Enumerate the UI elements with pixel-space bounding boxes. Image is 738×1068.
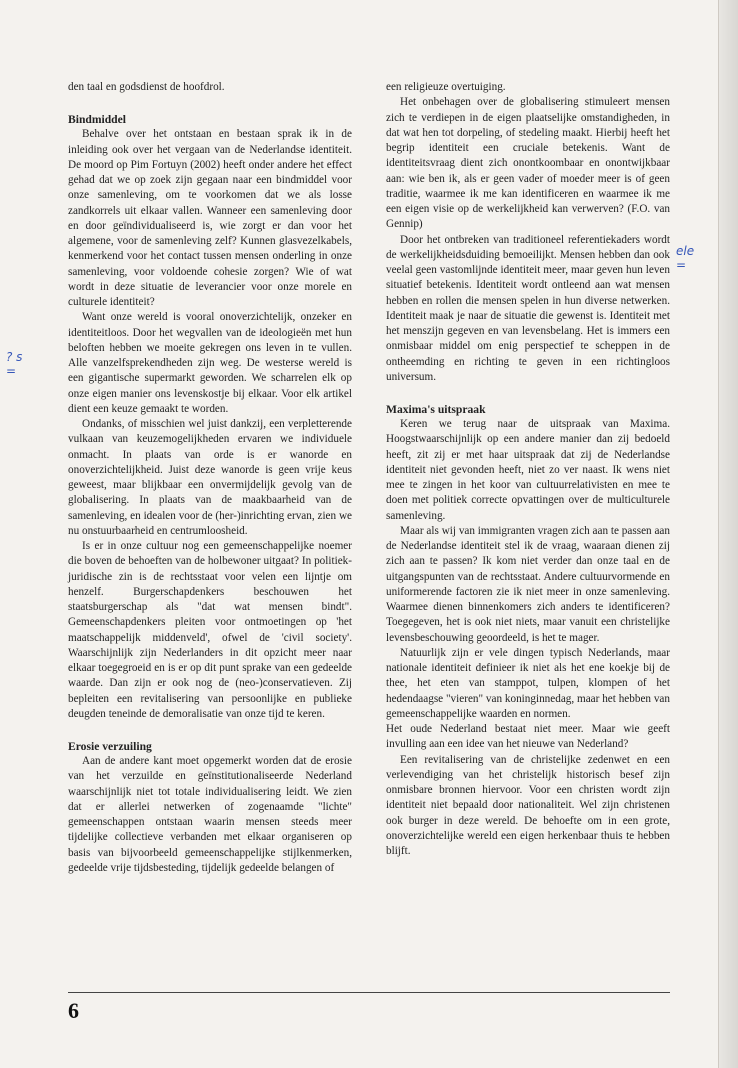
- spacer: [386, 385, 670, 393]
- right-column: [386, 80, 670, 859]
- left-column: [68, 80, 352, 876]
- spacer: [68, 722, 352, 730]
- left-opening-line: den taal en godsdienst de hoofdrol.: [68, 81, 225, 93]
- footer-rule: [68, 992, 670, 993]
- paragraph-traditioneel: Door het ontbreken van traditioneel referentiekaders wordt de werkelijkheidsduiding bemoeilijkt. Mensen hebben dan ook veelal geen vastomlijnde identiteit meer, maar geven hun leven situatief betekenis. Identiteit wordt ontleend aan wat mensen hebben en rollen die mensen spelen in hun diverse netwerken. Identiteit maak je naar de situatie die gewenst is. Identiteit met het menszijn gegeven en van levensbelang. Het is immers een onmisbaar middel om enig perspectief te scheppen in de ontheemding en richting te geven in een richtingloos universum.: [386, 233, 670, 383]
- paragraph-maxima-2: Maar als wij van immigranten vragen zich aan te passen aan de Nederlandse identiteit stel ik de vraag, waaraan dienen zij zich aan te passen? Ik kom niet verder dan onze taal en de uitgangspunten van de rechtsstaat. Andere cultuurvormende en uniformerende factoren zie ik niet meer in onze samenleving. Waarmee dienen binnenkomers zich anders te identificeren? Toegegeven, het is ook niet niets, maar vanuit een christelijke levensbeschouwing geoordeeld, is het te mager.: [386, 524, 670, 644]
- spacer: [68, 95, 352, 103]
- paragraph-maxima-3: Natuurlijk zijn er vele dingen typisch Nederlands, maar nationale identiteit definieer ik niet als het ene koekje bij de thee, het eten van stamppot, tulpen, klompen of het hedendaagse "vieren" van koninginnedag, maar het hebben van gemeenschappelijke waarden en normen.: [386, 646, 670, 720]
- paragraph-maxima-1: Keren we terug naar de uitspraak van Maxima. Hoogstwaarschijnlijk op een andere manier dan zij bedoeld heeft, zit zij er met haar uitspraak dat zij de Nederlandse identiteit niet gevonden heeft, niet zo ver naast. Ik wens niet mee te zingen in het koor van cultuurrelativisten en mee te doen met politiek correcte opvattingen over de multiculturele samenleving.: [386, 418, 670, 522]
- paragraph-bindmiddel-2: Want onze wereld is vooral onoverzichtelijk, onzeker en identiteitloos. Door het wegvallen van de ideologieën met hun beloften hebben we moeite gekregen ons leven in te vullen. Alle vanzelfsprekendheden zijn weg. De westerse wereld is een gigantische supermarkt geworden. We scharrelen elk op onze eigen manier ons levenskostje bij elkaar. Voor elk artikel dient een keuze gemaakt te worden.: [68, 311, 352, 415]
- heading-maxima-uitspraak: Maxima's uitspraak: [386, 403, 486, 416]
- paragraph-bindmiddel-1: Behalve over het ontstaan en bestaan sprak ik in de inleiding ook over het vergaan van de Nederlandse identiteit. De moord op Pim Fortuyn (2002) heeft onder andere het effect gehad dat we op zoek zijn gegaan naar een bindmiddel voor onze samenleving, om te voorkomen dat we als losse zandkorrels uit elkaar vallen. Wanneer een samenleving door en door geïndividualiseerd is, wie zorgt er dan voor het algemene, voor de samenleving zelf? Kunnen glasvezelkabels, kenmerkend voor het contact tussen mensen onderling in onze samenleving, voor voldoende cohesie zorgen? Wie of wat wordt in deze situatie de leverancier voor onze morele en culturele identiteit?: [68, 128, 352, 308]
- right-opening-line: een religieuze overtuiging.: [386, 81, 506, 93]
- paragraph-maxima-5: Een revitalisering van de christelijke zedenwet en een verlevendiging van het christelijk historisch besef zijn onmisbare bronnen hiervoor. Voor een christen wordt zijn identiteit niet bepaald door nationaliteit. Wel zijn christenen ook burger in deze wereld. De behoefte om in een grote, onoverzichtelijke wereld een eigen herkenbaar thuis te hebben blijft.: [386, 753, 670, 857]
- paragraph-onbehagen: Het onbehagen over de globalisering stimuleert mensen zich te verdiepen in de eigen plaatselijke omstandigheden, in dat wat hen tot dorpeling, of stedeling maakt. Hierbij heeft het begrip identiteit een cruciale betekenis. Want de identiteitsvraag dient zich onontkoombaar en onontwijkbaar aan: wie ben ik, als er geen vader of moeder meer is of geen traditie, waarmee ik me kan identificeren en waarmee ik me een eigen visie op de werkelijkheid kan verwerven? (F.O. van Gennip): [386, 96, 670, 231]
- heading-erosie-verzuiling: Erosie verzuiling: [68, 740, 152, 753]
- paragraph-bindmiddel-3: Ondanks, of misschien wel juist dankzij, een verpletterende vulkaan van keuzemogelijkheden ervaren we individuele onmacht. In plaats van orde is er wanorde en onoverzichtelijkheid. Juist deze wanorde is geen vrije keus geweest, maar blijkbaar een onvermijdelijk gevolg van de globalisering. In plaats van de maakbaarheid van de samenleving, en idealen voor de (her-)inrichting ervan, zien we nu onstuurbaarheid en centrumloosheid.: [68, 418, 352, 537]
- heading-bindmiddel: Bindmiddel: [68, 113, 126, 127]
- paragraph-maxima-4: Het oude Nederland bestaat niet meer. Maar wie geeft invulling aan een idee van het nieuwe van Nederland?: [386, 723, 670, 751]
- page-edge-shadow: [718, 0, 738, 1068]
- handwritten-margin-note-right: ele =: [676, 244, 695, 272]
- page-number: 6: [68, 998, 79, 1023]
- paragraph-bindmiddel-4: Is er in onze cultuur nog een gemeenschappelijke noemer die boven de behoeften van de holbewoner uitgaat? In politiek-juridische zin is de rechtsstaat voor velen een lijntje om henzelf. Burgerschapdenkers beschouwen het staatsburgerschap als "dat wat mensen bindt". Gemeenschapdenkers pleiten voor ontmoetingen op 'het maatschappelijk middenveld', ofwel de 'civil society'. Waarschijnlijk zijn Nederlanders in dit opzicht meer naar elkaar toegegroeid en is er op dit punt sprake van een gedeelde waarde. Dan zijn er ook nog de (neo-)conservatieven. Zij bepleiten een revitalisering van persoonlijke en publieke deugden teneinde de demoralisatie van onze tijd te keren.: [68, 540, 352, 720]
- handwritten-margin-note-left: ? s =: [6, 350, 23, 378]
- paragraph-erosie-1: Aan de andere kant moet opgemerkt worden dat de erosie van het verzuilde en geïnstitutionaliseerde Nederland waarschijnlijk niet tot totale individualisering leidt. We zien dat er allerlei netwerken of zogenaamde "lichte" gemeenschappen ontstaan waarin mensen steeds meer tijdelijke collectieve verbanden met elkaar organiseren op basis van bijvoorbeeld gemeenschappelijke stijlkenmerken, gedeelde vrije tijdsbesteding, tijdelijk gedeelde belangen of: [68, 755, 352, 874]
